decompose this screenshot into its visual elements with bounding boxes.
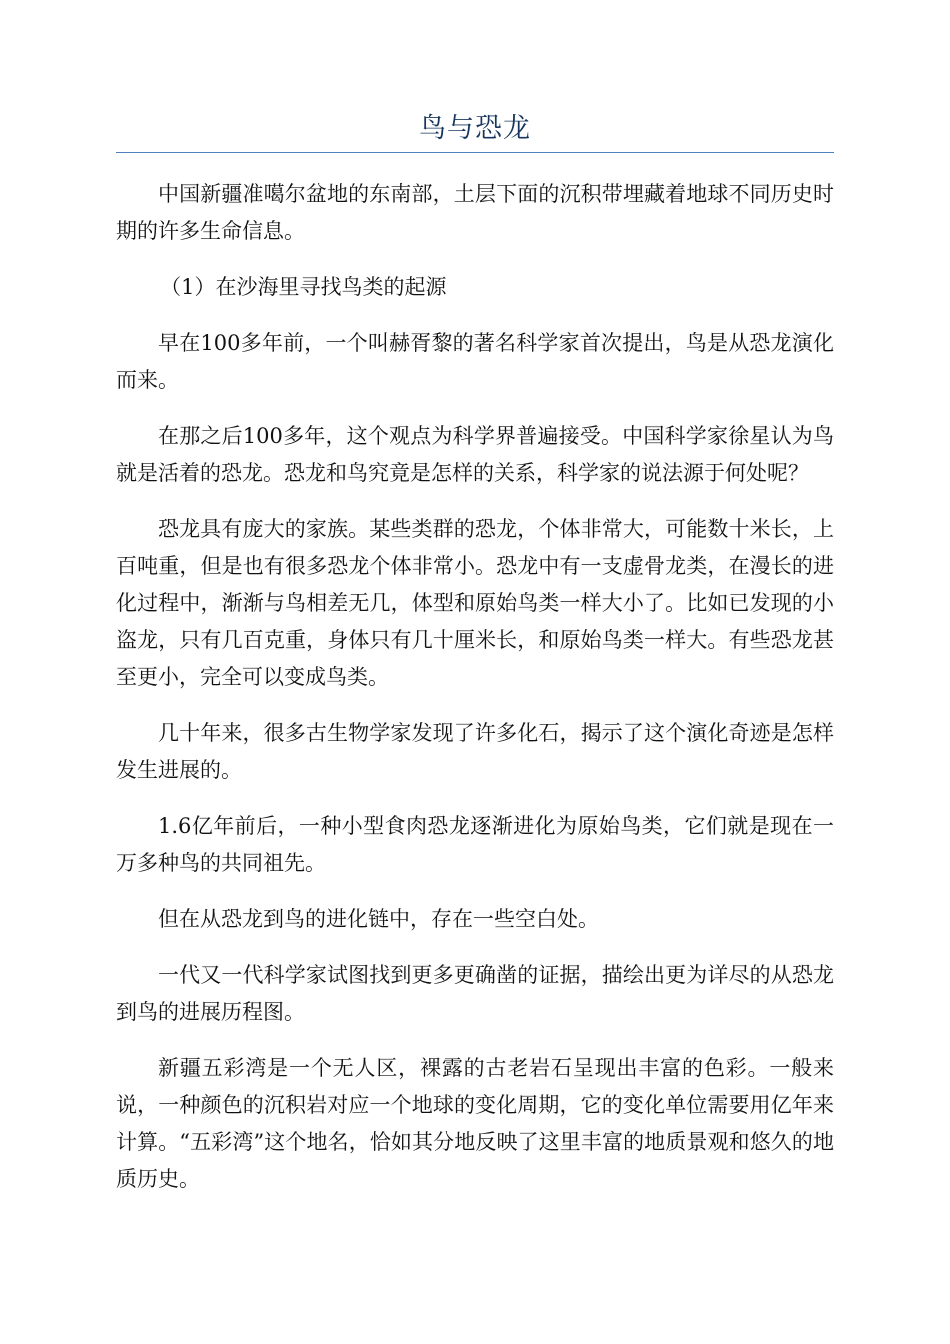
paragraph: 几十年来，很多古生物学家发现了许多化石，揭示了这个演化奇迹是怎样发生进展的。 <box>116 721 834 782</box>
paragraph: 但在从恐龙到鸟的进化链中，存在一些空白处。 <box>158 907 599 931</box>
document-title: 鸟与恐龙 <box>419 113 531 144</box>
paragraph: 新疆五彩湾是一个无人区，裸露的古老岩石呈现出丰富的色彩。一般来说，一种颜色的沉积岩对应一个地球的变化周期，它的变化单位需要用亿年来计算。“五彩湾”这个地名，恰如其分地反映了这里丰富的地质景观和悠久的地质历史。 <box>116 1056 834 1191</box>
section-heading: （1）在沙海里寻找鸟类的起源 <box>160 275 447 299</box>
paragraph: 中国新疆准噶尔盆地的东南部，土层下面的沉积带埋藏着地球不同历史时期的许多生命信息。 <box>116 182 834 243</box>
document-page <box>116 0 836 1344</box>
paragraph: 一代又一代科学家试图找到更多更确凿的证据，描绘出更为详尽的从恐龙到鸟的进展历程图。 <box>116 963 834 1024</box>
title-block <box>116 110 834 153</box>
paragraph: 早在100多年前，一个叫赫胥黎的著名科学家首次提出，鸟是从恐龙演化而来。 <box>116 331 834 392</box>
paragraph: 在那之后100多年，这个观点为科学界普遍接受。中国科学家徐星认为鸟就是活着的恐龙。恐龙和鸟究竟是怎样的关系，科学家的说法源于何处呢？ <box>116 424 834 485</box>
document-body <box>116 176 834 1217</box>
paragraph: 恐龙具有庞大的家族。某些类群的恐龙，个体非常大，可能数十米长，上百吨重，但是也有很多恐龙个体非常小。恐龙中有一支虚骨龙类，在漫长的进化过程中，渐渐与鸟相差无几，体型和原始鸟类一样大小了。比如已发现的小盗龙，只有几百克重，身体只有几十厘米长，和原始鸟类一样大。有些恐龙甚至更小，完全可以变成鸟类。 <box>116 517 834 689</box>
paragraph: 1.6亿年前后，一种小型食肉恐龙逐渐进化为原始鸟类，它们就是现在一万多种鸟的共同祖先。 <box>116 814 834 875</box>
